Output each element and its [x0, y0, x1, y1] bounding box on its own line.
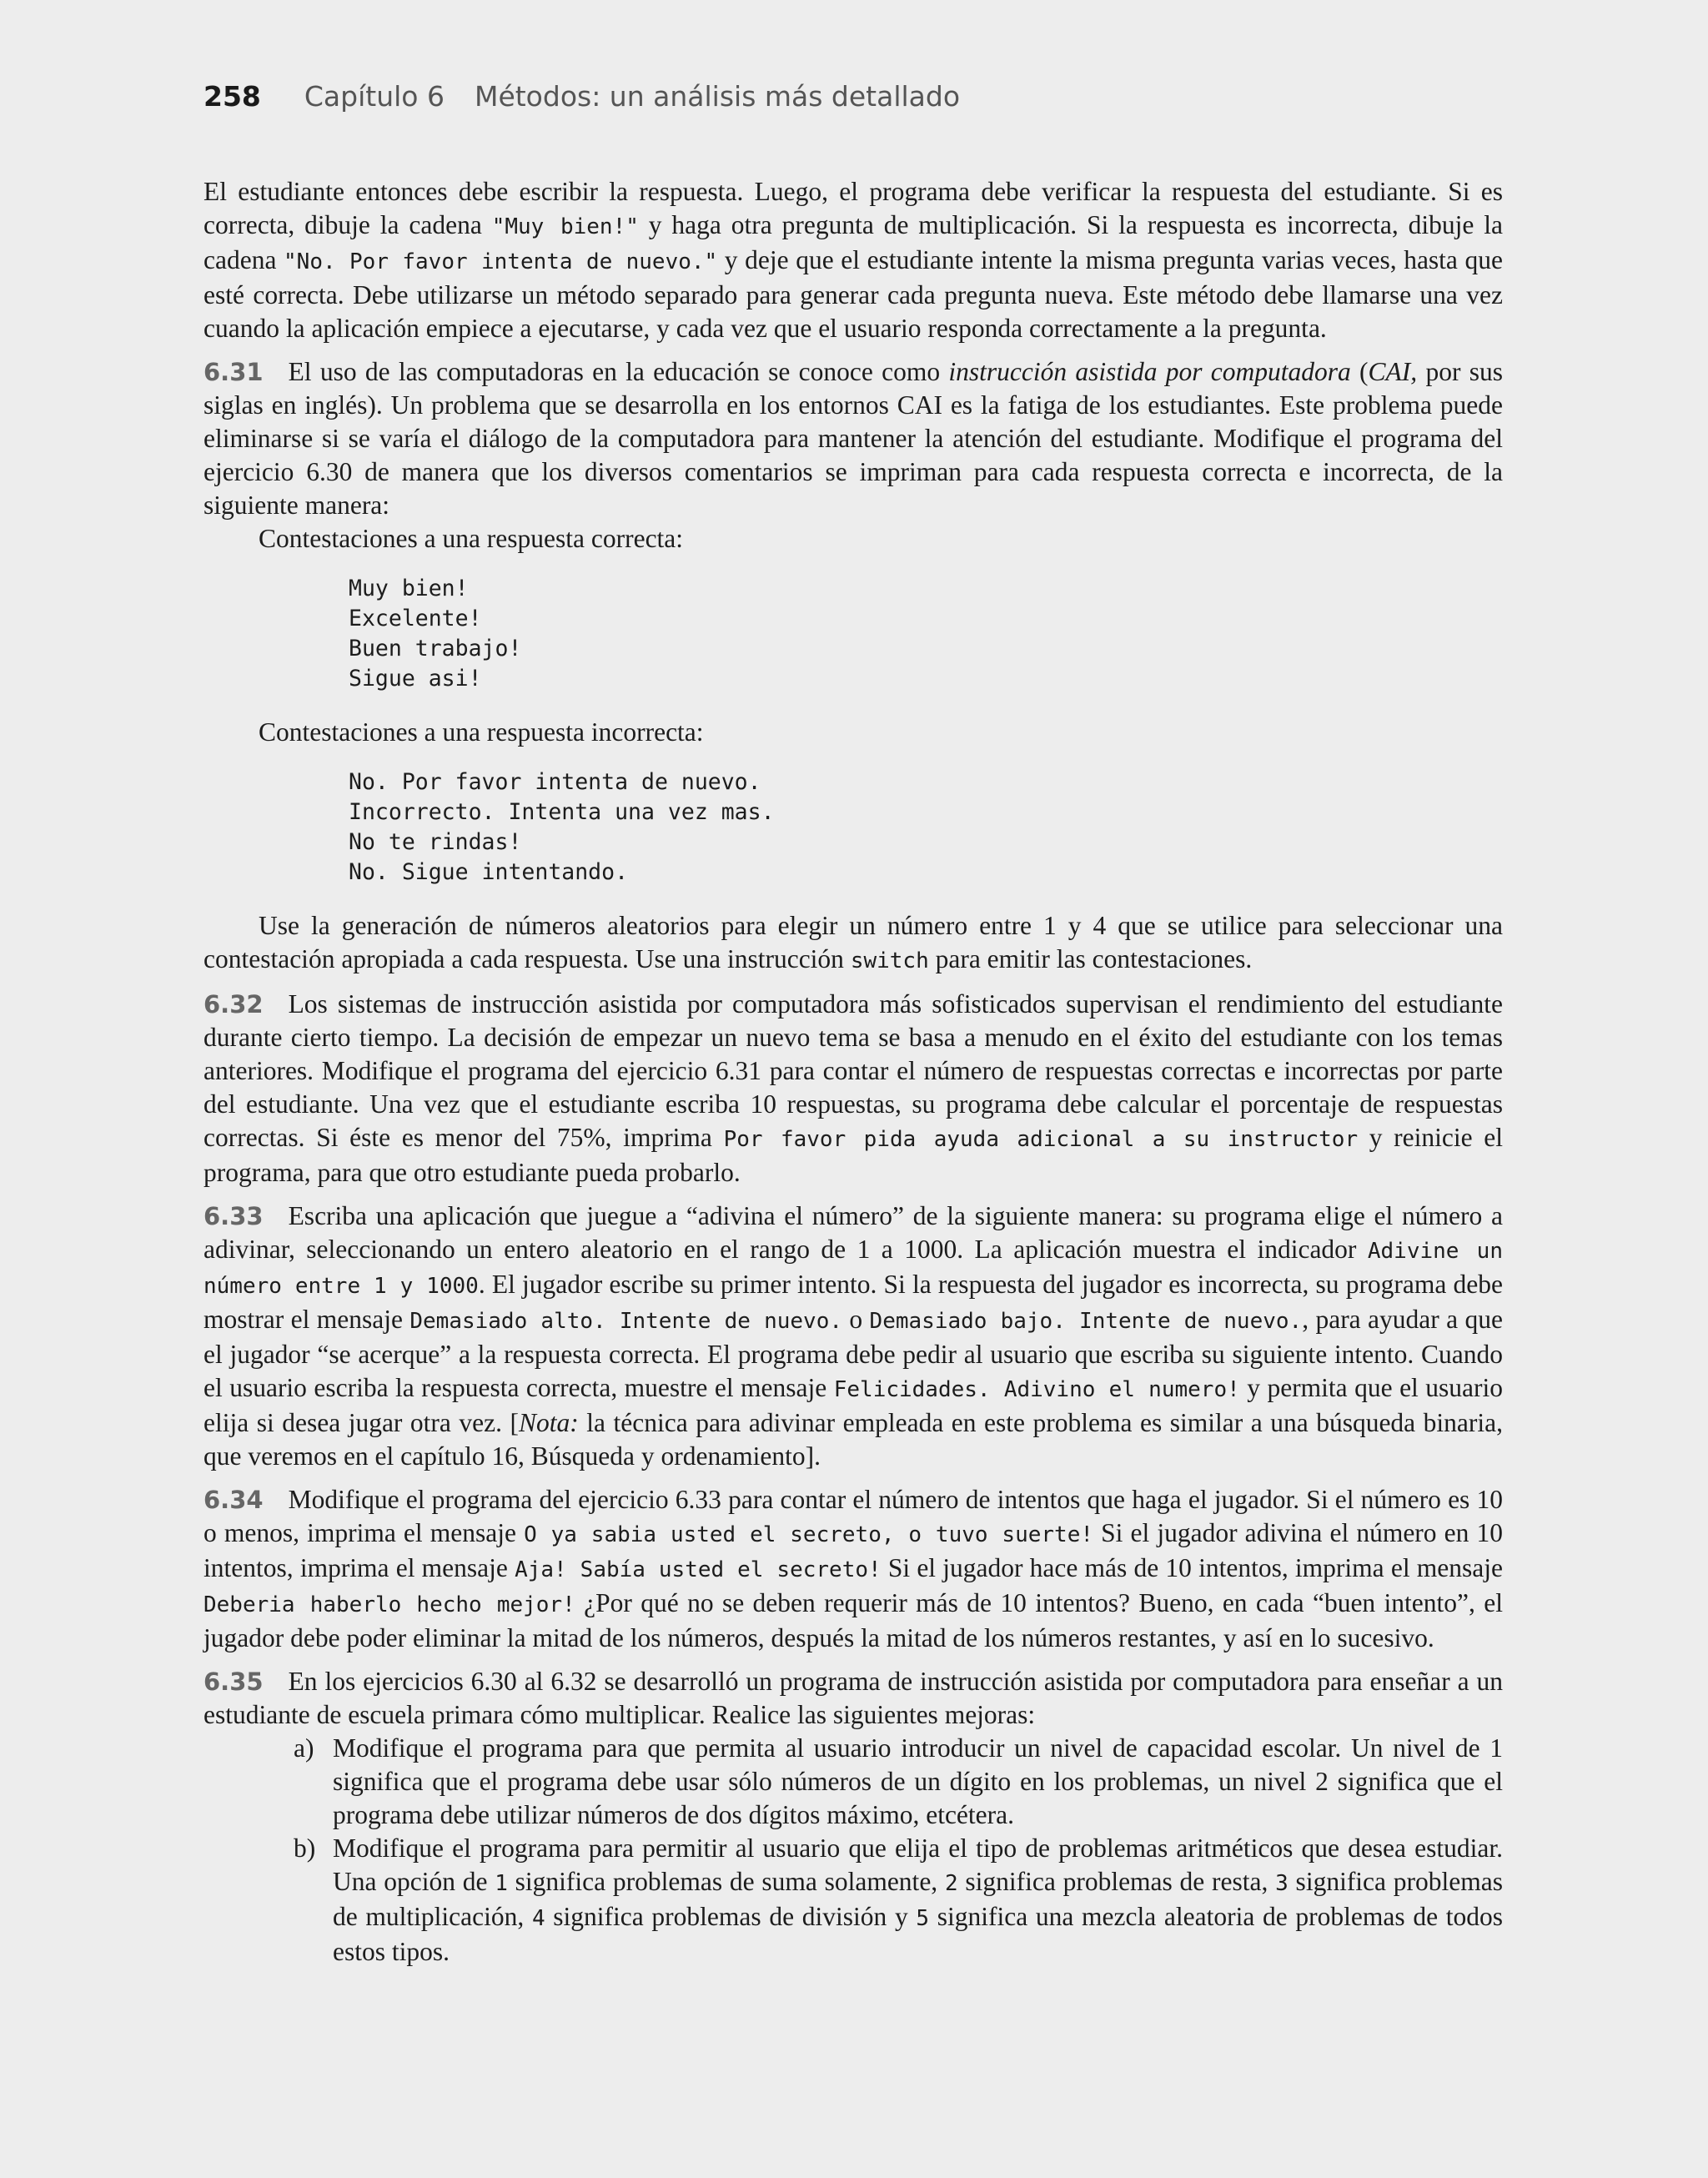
exercise-text: y permita que el usuario elija si desea jugar otra vez. [ — [203, 1373, 1503, 1437]
exercise-text: por sus siglas en inglés). Un problema que se desarrolla en los entornos CAI es la fatiga de los estudiantes. Este problema puede eliminarse si se varía el diálogo de la computadora para mantener la atención del estudiante. Modifique el programa del ejercicio 6.30 de manera que los diversos comentarios se impriman para cada respuesta correcta e incorrecta, de la siguiente manera: — [203, 357, 1503, 520]
list-item-text: significa problemas de multiplicación, — [333, 1867, 1503, 1931]
chapter-title: Métodos: un análisis más detallado — [474, 80, 961, 113]
exercise-text: Modifique el programa del ejercicio 6.33 para contar el número de intentos que haga el jugador. Si el número es 10 o menos, imprima el mensaje — [203, 1485, 1503, 1547]
exercise-number: 6.34 — [203, 1486, 264, 1514]
exercise-code: Demasiado bajo. Intente de nuevo. — [869, 1309, 1303, 1334]
exercise-code: Deberia haberlo hecho mejor! — [203, 1592, 575, 1617]
correct-responses-label: Contestaciones a una respuesta correcta: — [259, 524, 684, 553]
list-item-text: significa problemas de división y — [545, 1902, 917, 1931]
exercise-code: Aja! Sabía usted el secreto! — [515, 1557, 882, 1582]
exercise-6-35 — [203, 1665, 1503, 1969]
exercise-text: Si el jugador hace más de 10 intentos, imprima el mensaje — [881, 1553, 1503, 1582]
incorrect-responses-code: No. Por favor intenta de nuevo. Incorrecto. Intenta una vez mas. No te rindas! No. Sigue intentando. — [349, 769, 775, 885]
exercise-6-33 — [203, 1200, 1503, 1473]
exercise-code: Adivine un número entre 1 y 1000 — [203, 1239, 1503, 1299]
exercise-emphasis: instrucción asistida por computadora — [948, 357, 1351, 386]
list-item-text: significa problemas de resta, — [957, 1867, 1276, 1896]
exercise-text: o — [842, 1305, 870, 1334]
exercise-emphasis: Nota: — [519, 1408, 579, 1437]
chapter-label: Capítulo 6 — [304, 80, 445, 113]
page-body — [203, 175, 1503, 1969]
exercise-paragraph — [203, 1665, 1503, 1732]
intro-text: y haga otra pregunta de multiplicación. Si la respuesta es incorrecta, dibuje la cadena — [203, 210, 1503, 274]
exercise-paragraph — [203, 909, 1503, 978]
exercise-text: Escriba una aplicación que juegue a “adivina el número” de la siguiente manera: su programa elige el número a adivinar, seleccionando un entero aleatorio en el rango de 1 a 1000. La aplicación muestra el indicador — [203, 1201, 1503, 1264]
list-item-text: Modifique el programa para que permita al usuario introducir un nivel de capacidad escolar. Un nivel de 1 significa que el programa debe usar sólo números de un dígito en los problemas, un nivel 2 significa que el programa debe utilizar números de dos dígitos máximo, etcétera. — [333, 1733, 1503, 1829]
running-head — [203, 80, 960, 113]
exercise-emphasis: CAI, — [1368, 357, 1418, 386]
list-marker: a) — [294, 1733, 314, 1763]
intro-code: "Muy bien!" — [491, 214, 639, 239]
exercise-code: O ya sabia usted el secreto, o tuvo suerte! — [524, 1522, 1094, 1547]
exercise-number: 6.35 — [203, 1667, 264, 1696]
list-item — [203, 1732, 1503, 1832]
exercise-code: switch — [850, 948, 929, 973]
exercise-text: , para ayudar a que el jugador “se acerque” a la respuesta correcta. El programa debe pedir al usuario que escriba su siguiente intento. Cuando el usuario escriba la respuesta correcta, muestre el mensaje — [203, 1305, 1504, 1402]
exercise-text: Los sistemas de instrucción asistida por computadora más sofisticados supervisan el rendimiento del estudiante durante cierto tiempo. La decisión de empezar un nuevo tema se basa a menudo en el éxito del estudiante con los temas anteriores. Modifique el programa del ejercicio 6.31 para contar el número de respuestas correctas e incorrectas por parte del estudiante. Una vez que el estudiante escriba 10 respuestas, su programa debe calcular el porcentaje de respuestas correctas. Si éste es menor del 75%, imprima — [203, 989, 1503, 1152]
list-item-code: 1 — [495, 1871, 508, 1896]
exercise-number: 6.31 — [203, 358, 264, 386]
exercise-text: . El jugador escribe su primer intento. Si la respuesta del jugador es incorrecta, su programa debe mostrar el mensaje — [203, 1270, 1503, 1334]
list-item-code: 5 — [916, 1906, 930, 1931]
list-item — [203, 1832, 1503, 1969]
exercise-text: para emitir las contestaciones. — [928, 944, 1253, 973]
exercise-number: 6.33 — [203, 1202, 264, 1230]
intro-paragraph — [203, 175, 1503, 345]
exercise-text: Si el jugador adivina el número en 10 intentos, imprima el mensaje — [203, 1518, 1503, 1582]
incorrect-responses-label: Contestaciones a una respuesta incorrecta: — [259, 717, 704, 747]
exercise-text: Use la generación de números aleatorios para elegir un número entre 1 y 4 que se utilice para seleccionar una contestación apropiada a cada respuesta. Use una instrucción — [203, 911, 1503, 973]
exercise-text: ¿Por qué no se deben requerir más de 10 intentos? Bueno, en cada “buen intento”, el jugador debe poder eliminar la mitad de los números, después la mitad de los números restantes, y así en lo sucesivo. — [203, 1588, 1503, 1652]
exercise-text: ( — [1350, 357, 1369, 386]
list-item-code: 3 — [1275, 1871, 1289, 1896]
list-marker: b) — [294, 1833, 316, 1863]
list-item-code: 4 — [531, 1906, 545, 1931]
list-item-code: 2 — [944, 1871, 958, 1896]
exercise-6-32 — [203, 988, 1503, 1190]
page-number: 258 — [203, 80, 261, 113]
exercise-code: Por favor pida ayuda adicional a su instructor — [723, 1127, 1359, 1152]
list-item-text: significa problemas de suma solamente, — [507, 1867, 945, 1896]
exercise-number: 6.32 — [203, 990, 264, 1019]
exercise-text: En los ejercicios 6.30 al 6.32 se desarrolló un programa de instrucción asistida por computadora para enseñar a un estudiante de escuela primara cómo multiplicar. Realice las siguientes mejoras: — [203, 1667, 1503, 1729]
correct-responses-code: Muy bien! Excelente! Buen trabajo! Sigue asi! — [349, 576, 522, 692]
exercise-text: la técnica para adivinar empleada en este problema es similar a una búsqueda binaria, que veremos en el capítulo 16, Búsqueda y ordenamiento]. — [203, 1408, 1503, 1471]
list-item-text: significa una mezcla aleatoria de problemas de todos estos tipos. — [333, 1902, 1504, 1966]
exercise-paragraph — [203, 355, 1503, 522]
exercise-code: Demasiado alto. Intente de nuevo. — [409, 1309, 842, 1334]
exercise-6-31 — [203, 355, 1503, 978]
exercise-code: Felicidades. Adivino el numero! — [833, 1377, 1240, 1402]
intro-text: El estudiante entonces debe escribir la respuesta. Luego, el programa debe verificar la respuesta del estudiante. Si es correcta, dibuje la cadena — [203, 177, 1503, 239]
exercise-text: El uso de las computadoras en la educación se conoce como — [288, 357, 949, 386]
list-item-text: Modifique el programa para permitir al usuario que elija el tipo de problemas aritméticos que desea estudiar. Una opción de — [333, 1833, 1503, 1896]
intro-code: "No. Por favor intenta de nuevo." — [284, 249, 718, 274]
exercise-6-34 — [203, 1483, 1503, 1655]
intro-text: y deje que el estudiante intente la misma pregunta varias veces, hasta que esté correcta. Debe utilizarse un método separado para generar cada pregunta nueva. Este método debe llamarse una vez cuando la aplicación empiece a ejecutarse, y cada vez que el usuario responda correctamente a la pregunta. — [203, 245, 1503, 343]
exercise-text: y reinicie el programa, para que otro estudiante pueda probarlo. — [203, 1123, 1503, 1187]
